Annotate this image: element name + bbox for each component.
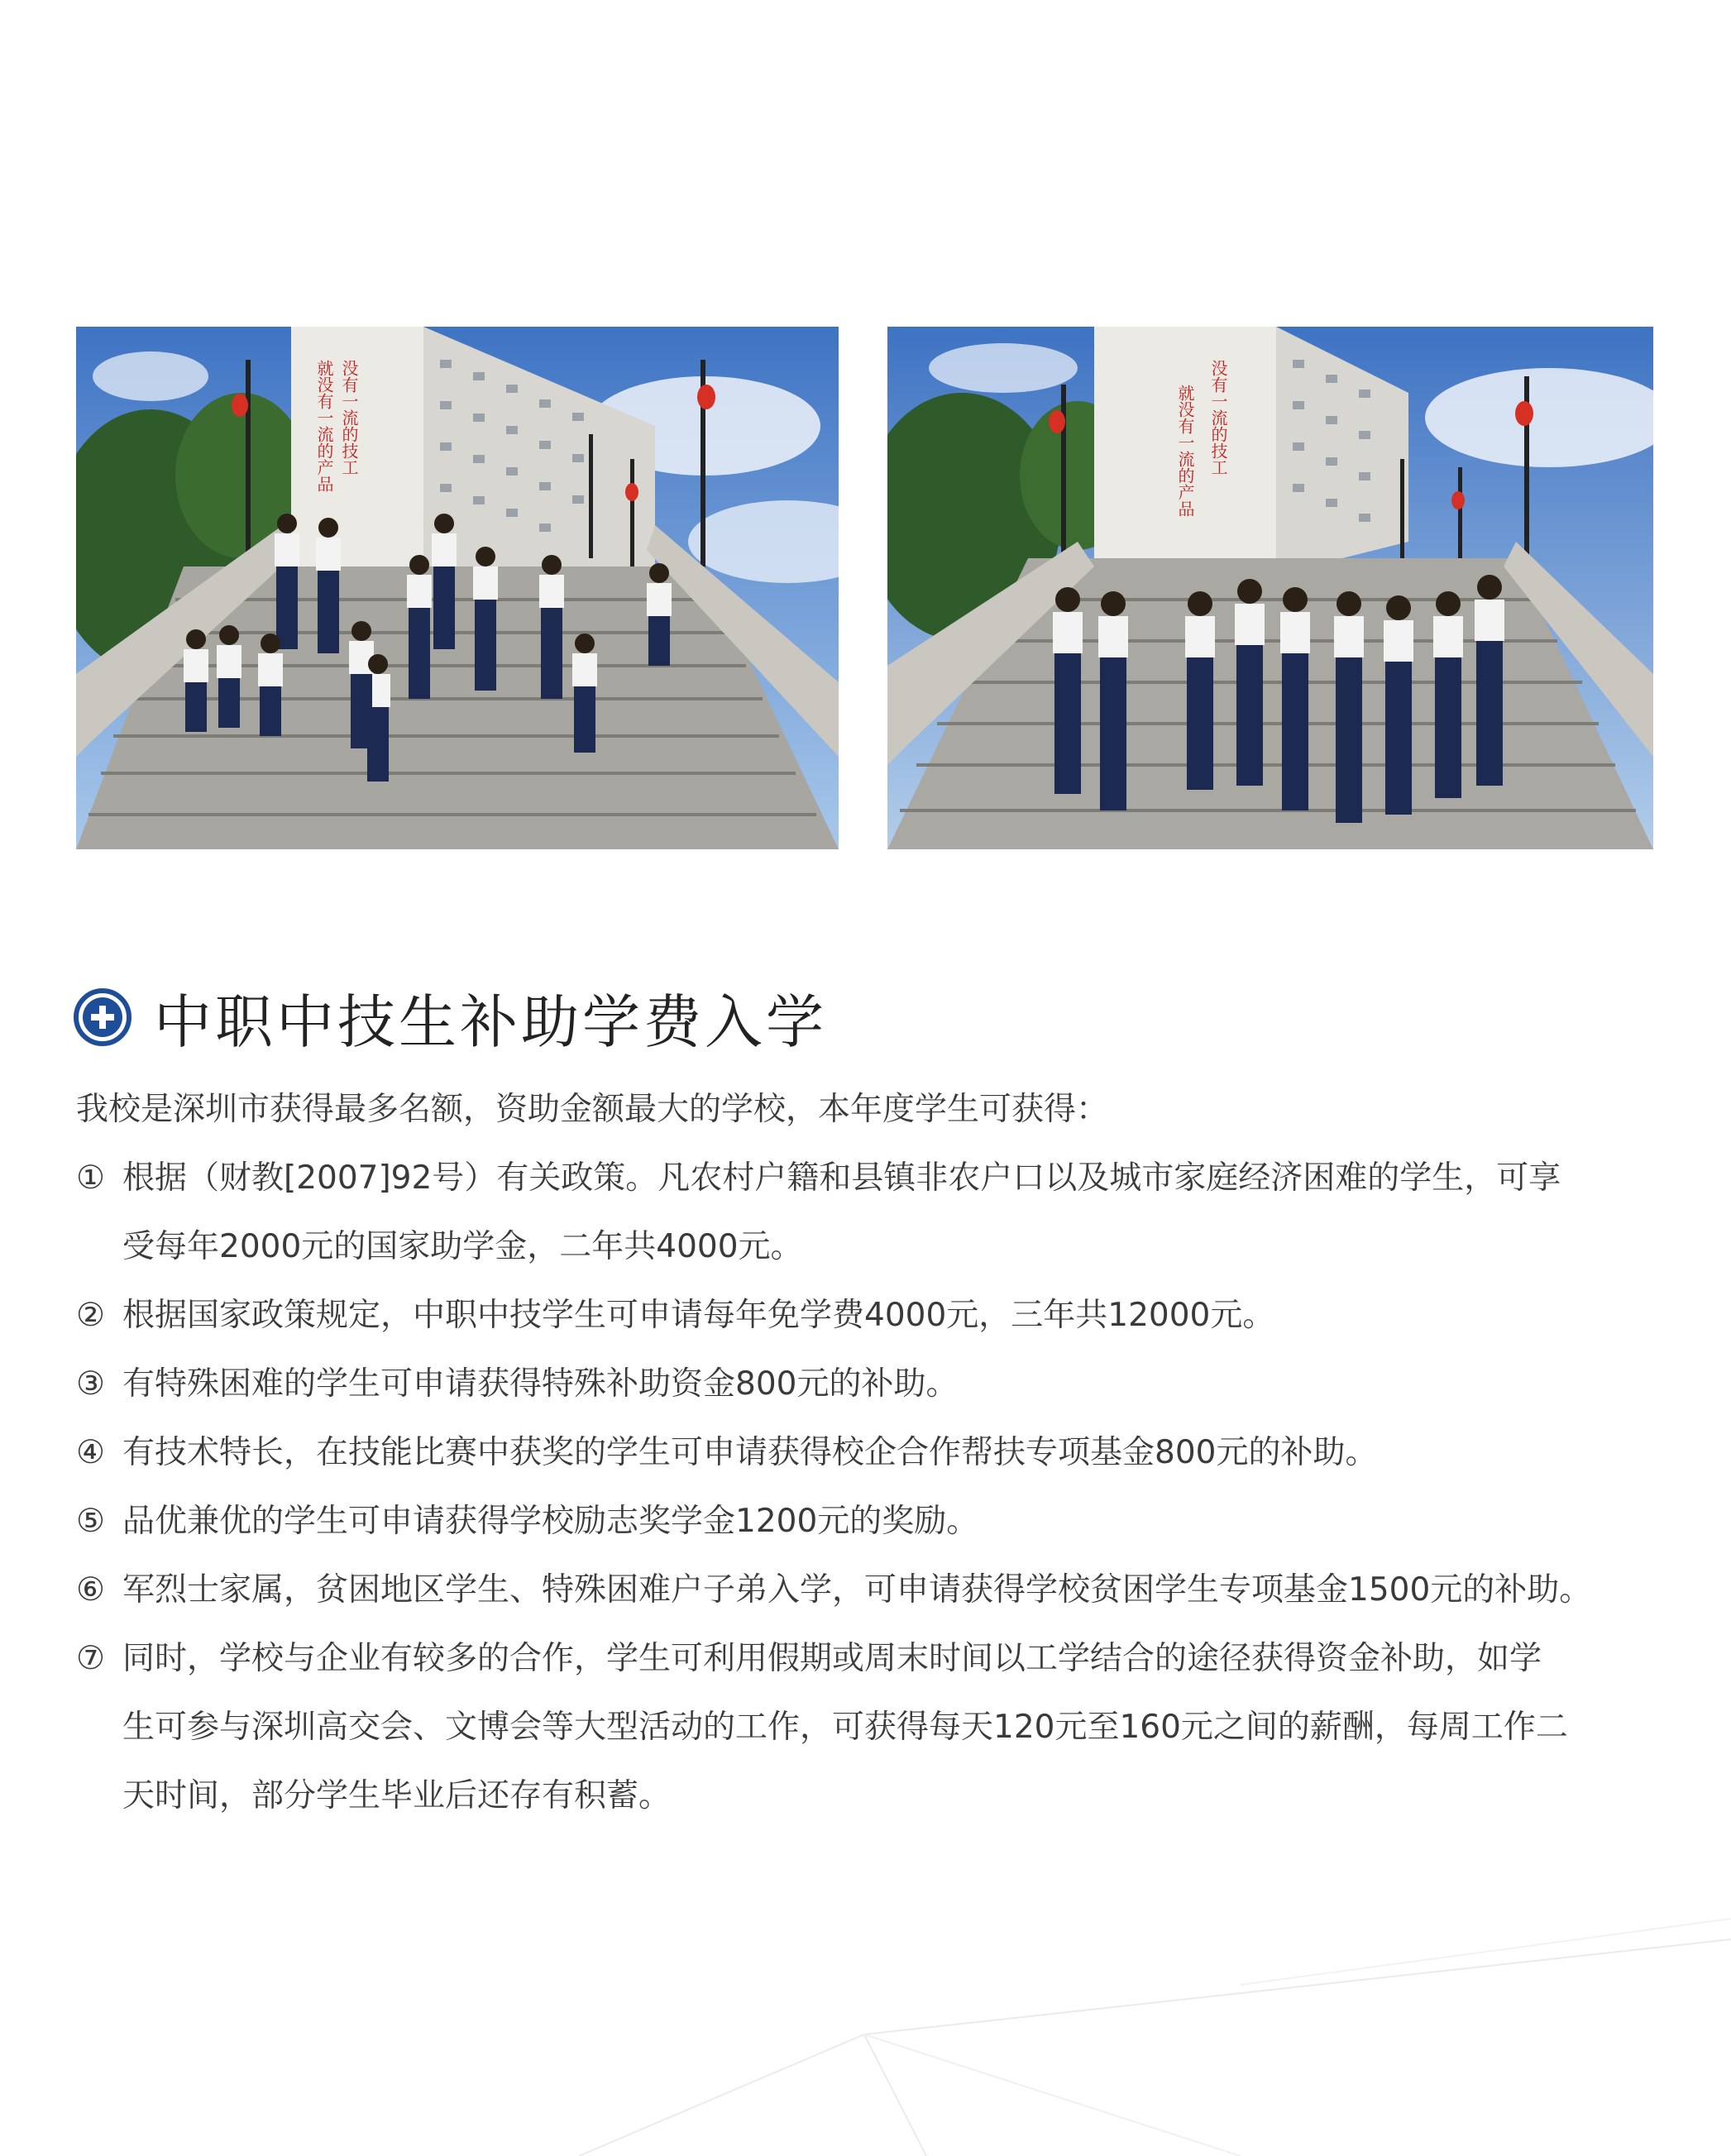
item-number: ② <box>76 1297 105 1334</box>
item-text: 同时，学校与企业有较多的合作，学生可利用假期或周末时间以工学结合的途径获得资金补助，如学 <box>122 1640 1542 1677</box>
list-item-7 <box>76 1624 1664 1693</box>
decorative-lines <box>0 1902 1731 2156</box>
list-item-6 <box>76 1556 1664 1624</box>
item-continuation: 受每年2000元的国家助学金，二年共4000元。 <box>122 1228 803 1265</box>
list-item-2 <box>76 1281 1664 1350</box>
section-title: 中职中技生补助学费入学 <box>154 987 827 1056</box>
photo-students-standing <box>887 327 1653 849</box>
item-text: 根据（财教[2007]92号）有关政策。凡农村户籍和县镇非农户口以及城市家庭经济困难的学生，可享 <box>122 1159 1561 1197</box>
photo-right-slogan-2: 就没有一流的产品 <box>1175 385 1195 517</box>
item-number: ③ <box>76 1365 105 1403</box>
subsidy-content <box>76 1075 1664 1830</box>
item-text: 有技术特长，在技能比赛中获奖的学生可申请获得校企合作帮扶专项基金800元的补助。 <box>122 1434 1378 1471</box>
item-text: 根据国家政策规定，中职中技学生可申请每年免学费4000元，三年共12000元。 <box>122 1297 1275 1334</box>
section-heading <box>73 980 827 1054</box>
item-continuation: 生可参与深圳高交会、文博会等大型活动的工作，可获得每天120元至160元之间的薪酬，每周工作二 <box>122 1709 1568 1746</box>
photo-students-seated <box>76 327 839 849</box>
item-number: ⑤ <box>76 1503 105 1540</box>
item-number: ⑥ <box>76 1571 105 1609</box>
item-text: 有特殊困难的学生可申请获得特殊补助资金800元的补助。 <box>122 1365 959 1403</box>
list-item-1 <box>76 1144 1664 1212</box>
item-number: ④ <box>76 1434 105 1471</box>
item-number: ⑦ <box>76 1640 105 1677</box>
list-item-3 <box>76 1350 1664 1418</box>
item-text: 军烈士家属，贫困地区学生、特殊困难户子弟入学，可申请获得学校贫困学生专项基金1500元的补助。 <box>122 1571 1592 1609</box>
photo-left-slogan-2: 就没有一流的产品 <box>314 360 334 492</box>
item-number: ① <box>76 1159 105 1197</box>
intro-paragraph: 我校是深圳市获得最多名额，资助金额最大的学校，本年度学生可获得： <box>76 1091 1109 1128</box>
plus-circle-icon <box>73 987 132 1047</box>
photo-right-slogan-1: 没有一流的技工 <box>1208 360 1228 476</box>
item-text: 品优兼优的学生可申请获得学校励志奖学金1200元的奖励。 <box>122 1503 979 1540</box>
list-item-5 <box>76 1487 1664 1556</box>
item-continuation: 天时间，部分学生毕业后还存有积蓄。 <box>122 1777 672 1814</box>
photo-left-slogan-1: 没有一流的技工 <box>339 360 359 476</box>
list-item-4 <box>76 1418 1664 1487</box>
